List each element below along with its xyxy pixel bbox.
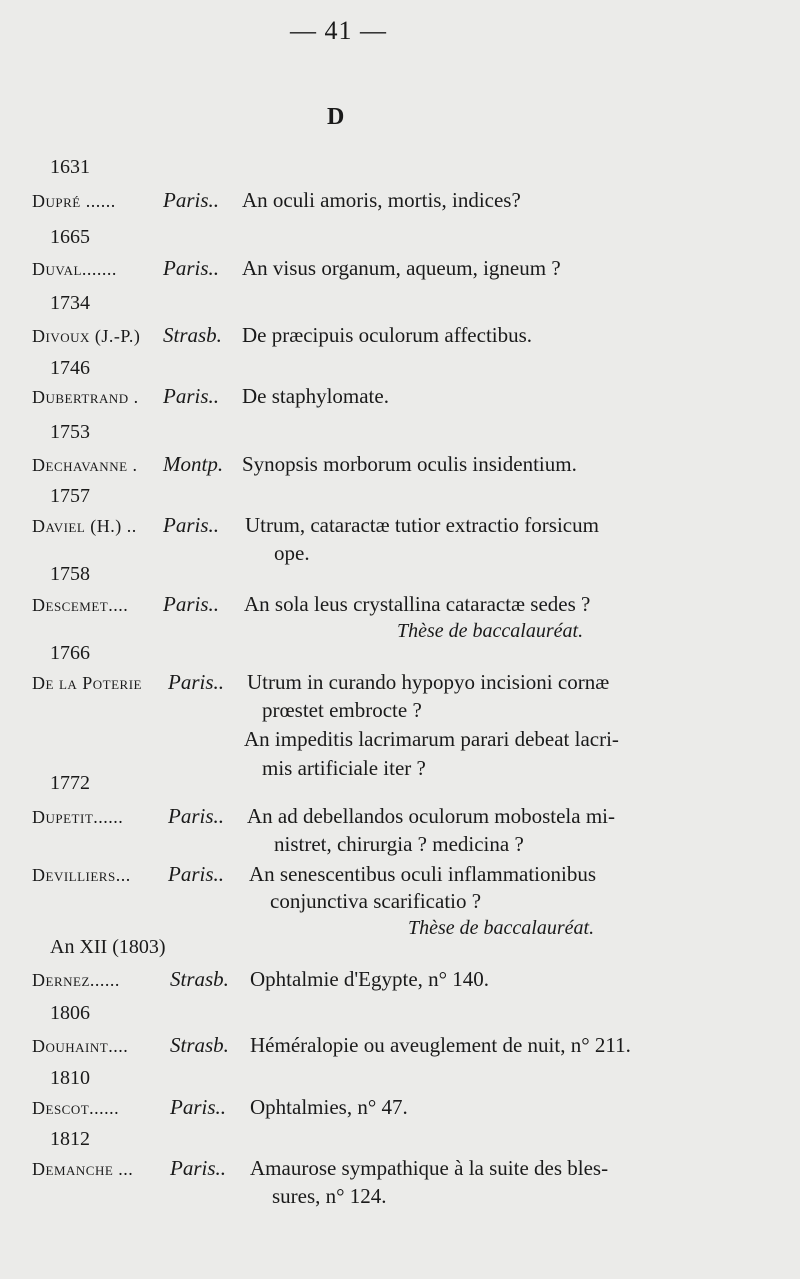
entry-title: Ophtalmies, n° 47. [250,1095,408,1119]
entry-author: Descot...... [32,1098,120,1118]
entry-title-second: An impeditis lacrimarum parari debeat lacri- [244,727,619,751]
entry-title: An sola leus crystallina cataractæ sedes ? [244,592,591,616]
entry-title-continued: conjunctiva scarificatio ? [270,889,482,913]
entry-city: Paris.. [163,188,220,212]
entry-city: Paris.. [168,862,225,886]
entry-title-continued: ope. [274,541,310,565]
entry-year: 1806 [50,1002,90,1024]
entry-title: An visus organum, aqueum, igneum ? [242,256,561,280]
entry-city: Paris.. [170,1156,227,1180]
entry-city: Paris.. [163,592,220,616]
entry-title-second-continued: mis artificiale iter ? [262,756,426,780]
entry-note: Thèse de baccalauréat. [408,917,595,939]
entry-city: Paris.. [168,670,225,694]
entry-author: Douhaint.... [32,1036,129,1056]
entry-year: 1631 [50,156,90,178]
entry-year: 1766 [50,642,90,664]
entry-title: De staphylomate. [242,384,389,408]
entry-year: 1810 [50,1067,90,1089]
entry-year: 1812 [50,1128,90,1150]
entry-title: An ad debellandos oculorum mobostela mi- [247,804,616,828]
entry-year: 1753 [50,421,90,443]
entry-year: 1746 [50,357,90,379]
entry-city: Paris.. [163,513,220,537]
entry-title: Amaurose sympathique à la suite des bles- [250,1156,609,1180]
entry-city: Strasb. [163,323,222,347]
entry-author: De la Poterie [32,673,142,693]
entry-city: Paris.. [170,1095,227,1119]
entry-title-continued: sures, n° 124. [272,1184,387,1208]
entry-year: 1734 [50,292,90,314]
entry-city: Strasb. [170,967,229,991]
entry-title: An senescentibus oculi inflammationibus [249,862,597,886]
entry-title: Utrum in curando hypopyo incisioni cornæ [247,670,610,694]
entry-city: Paris.. [168,804,225,828]
entry-author: Dechavanne . [32,455,138,475]
page-number: — 41 — [290,16,387,45]
entry-author: Dupetit...... [32,807,124,827]
entry-title: Héméralopie ou aveuglement de nuit, n° 211. [250,1033,631,1057]
entry-title: Synopsis morborum oculis insidentium. [242,452,577,476]
entry-title-continued: prœstet embrocte ? [262,698,422,722]
entry-author: Descemet.... [32,595,129,615]
entry-city: Paris.. [163,384,220,408]
entry-city: Montp. [163,452,224,476]
entry-title-continued: nistret, chirurgia ? medicina ? [274,832,524,856]
entry-year: 1665 [50,226,90,248]
entry-title: Ophtalmie d'Egypte, n° 140. [250,967,490,991]
section-letter: D [327,104,345,130]
entry-title: An oculi amoris, mortis, indices? [242,188,521,212]
entry-city: Paris.. [163,256,220,280]
entry-year: 1758 [50,563,90,585]
entry-author: Duval....... [32,259,117,279]
entry-title: De præcipuis oculorum affectibus. [242,323,533,347]
entry-note: Thèse de baccalauréat. [397,620,584,642]
entry-author: Daviel (H.) .. [32,516,137,536]
entry-year: 1757 [50,485,90,507]
entry-year: 1772 [50,772,90,794]
entry-author: Dubertrand . [32,387,139,407]
entry-author: Devilliers... [32,865,131,885]
entry-title: Utrum, cataractæ tutior extractio forsicum [245,513,599,537]
entry-author: Demanche ... [32,1159,134,1179]
entry-author: Dernez...... [32,970,120,990]
entry-year: An XII (1803) [50,936,166,958]
entry-author: Dupré ...... [32,191,116,211]
entry-author: Divoux (J.-P.) [32,326,141,346]
entry-city: Strasb. [170,1033,229,1057]
